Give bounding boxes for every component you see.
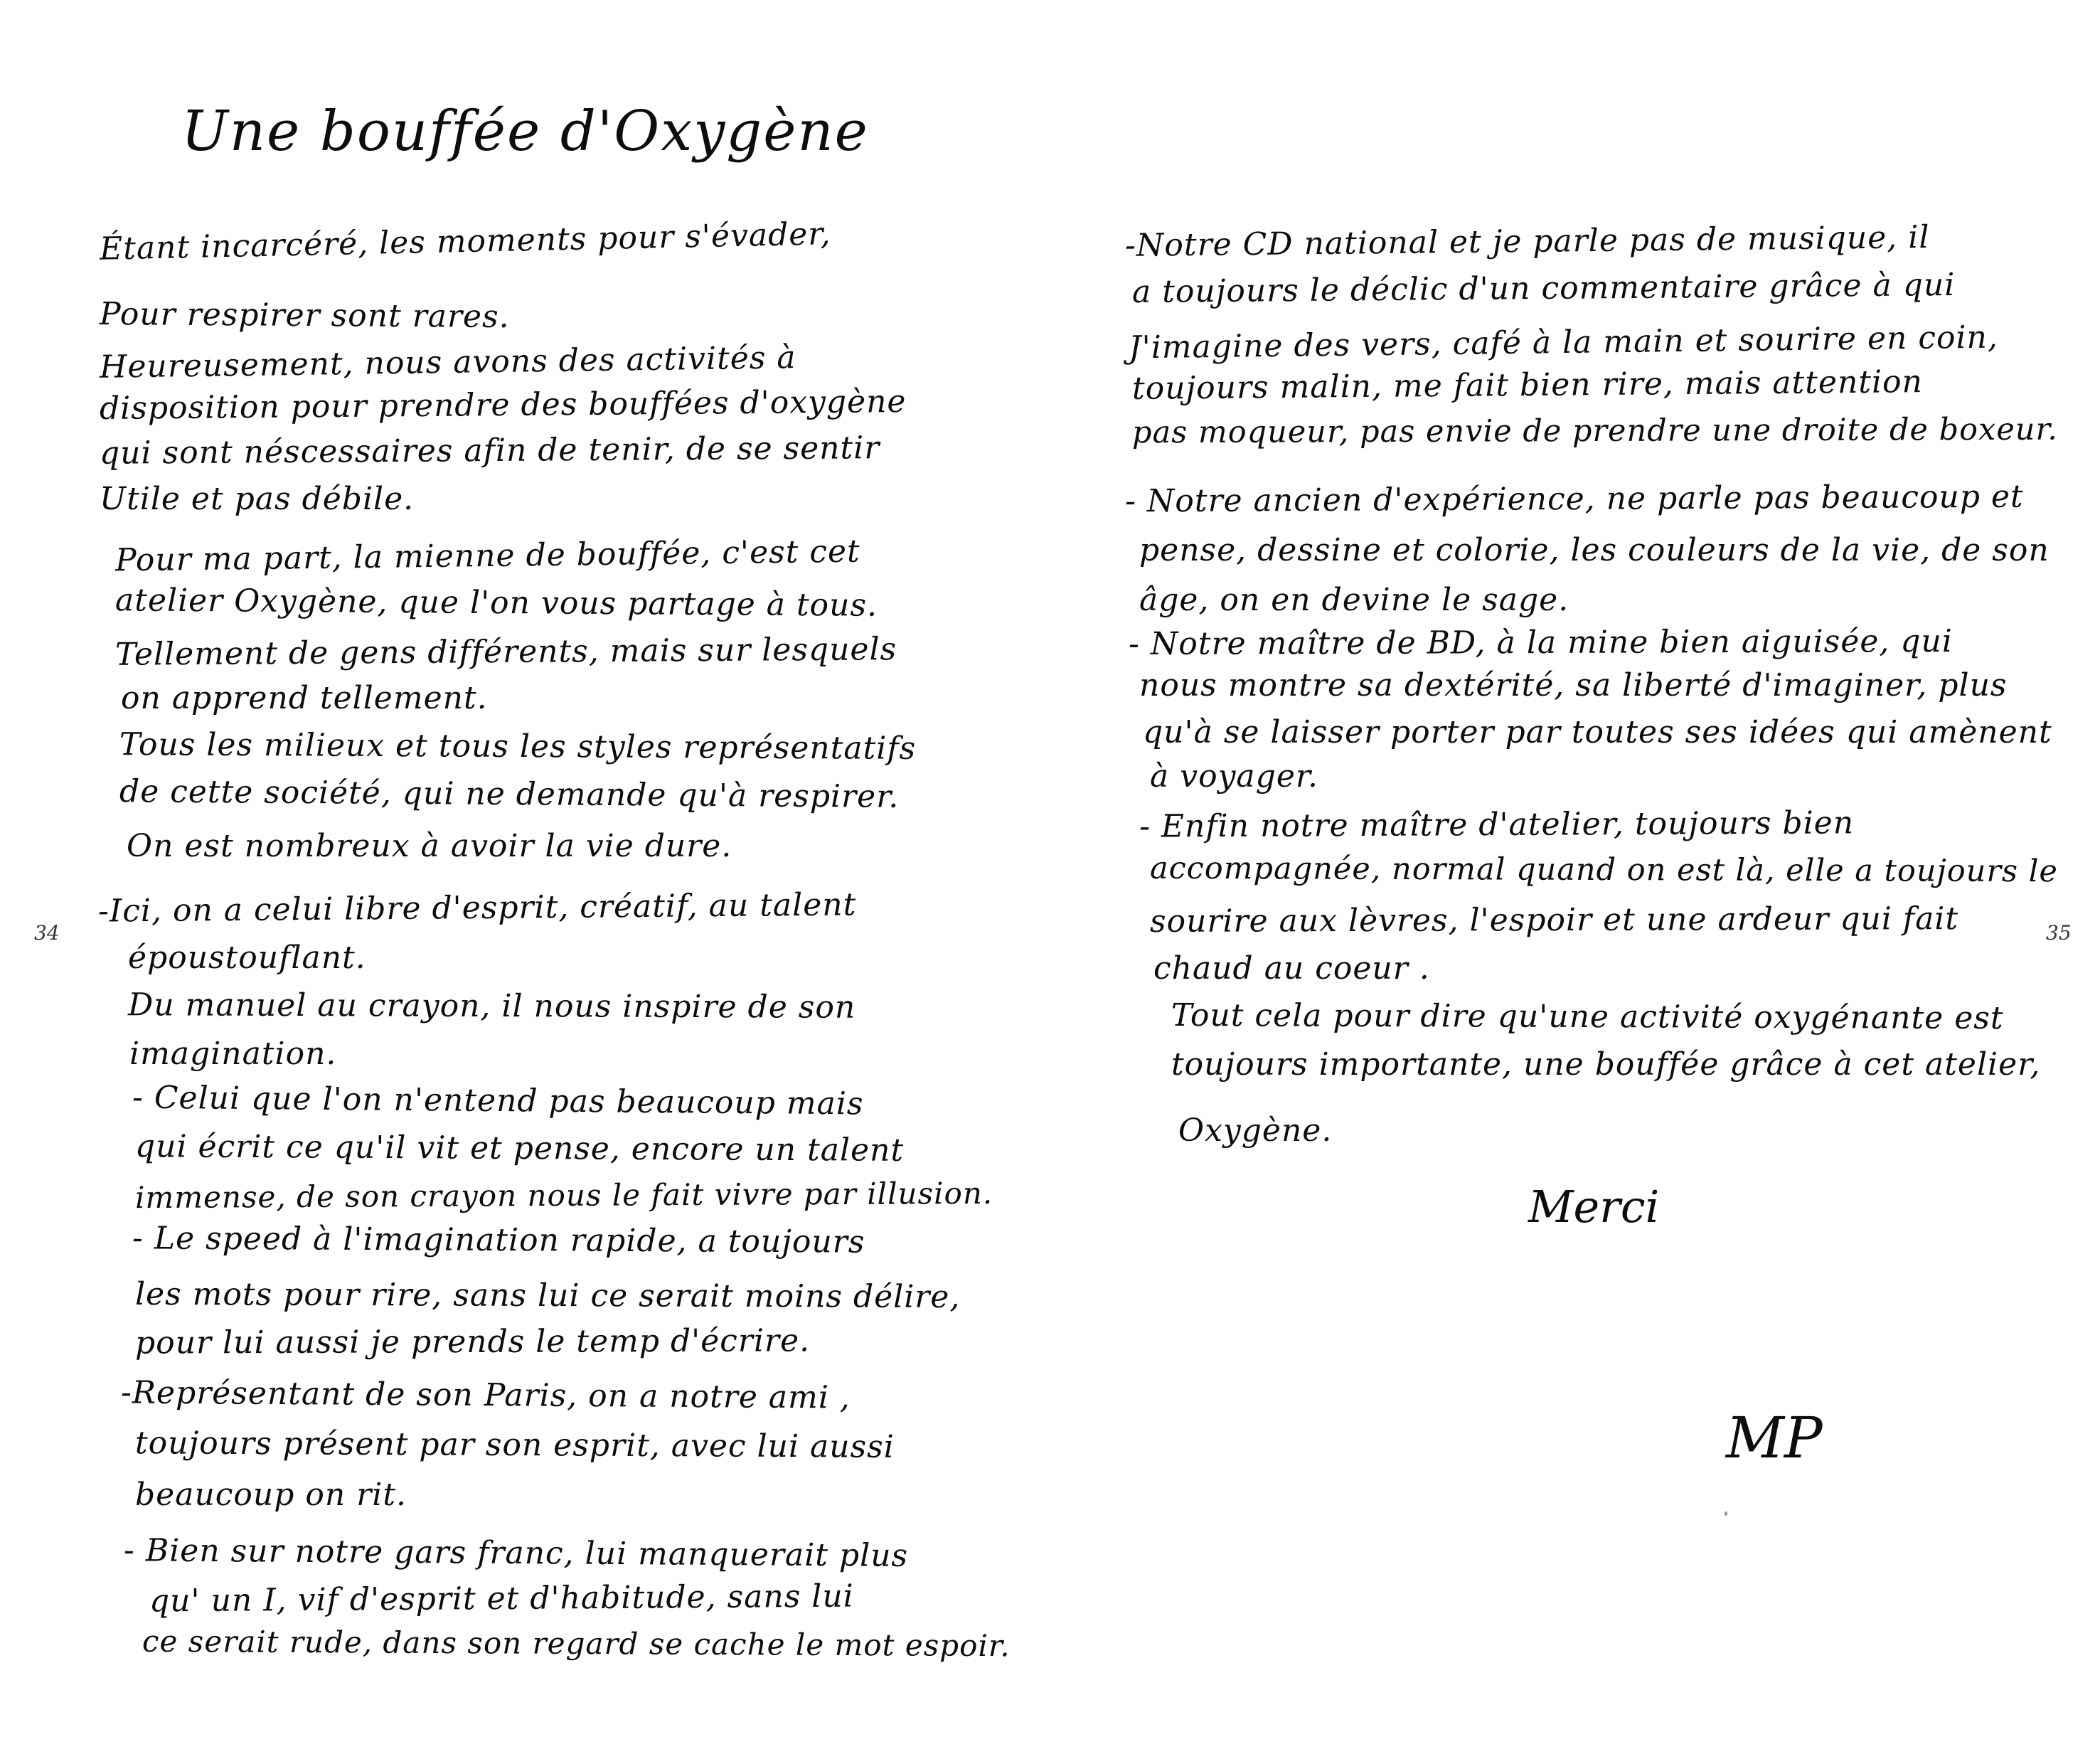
- text-line: qu'à se laisser porter par toutes ses idées qui amènent: [1143, 714, 2052, 750]
- text-line: Oxygène.: [1178, 1112, 1333, 1149]
- text-line: Pour ma part, la mienne de bouffée, c'est cet: [114, 533, 860, 579]
- text-line: - Notre maître de BD, à la mine bien aiguisée, qui: [1128, 622, 1954, 663]
- text-line: atelier Oxygène, que l'on vous partage à tous.: [114, 582, 878, 624]
- text-line: accompagnée, normal quand on est là, elle a toujours le: [1149, 850, 2058, 890]
- text-line: à voyager.: [1150, 758, 1319, 795]
- text-line: Tellement de gens différents, mais sur lesquels: [114, 631, 897, 673]
- text-line: on apprend tellement.: [121, 680, 488, 716]
- text-line: - Celui que l'on n'entend pas beaucoup mais: [132, 1079, 864, 1122]
- right-page: [1050, 0, 2100, 1764]
- text-line: J'imagine des vers, café à la main et sourire en coin,: [1128, 319, 1999, 366]
- text-line: beaucoup on rit.: [135, 1477, 407, 1513]
- text-line: époustouflant.: [128, 940, 366, 976]
- page-title: Une bouffée d'Oxygène: [181, 100, 869, 164]
- text-line: - Enfin notre maître d'atelier, toujours bien: [1139, 804, 1855, 845]
- text-line: On est nombreux à avoir la vie dure.: [127, 828, 732, 864]
- text-line: les mots pour rire, sans lui ce serait moins délire,: [134, 1275, 961, 1316]
- text-line: - Le speed à l'imagination rapide, a toujours: [132, 1220, 865, 1260]
- text-line: ce serait rude, dans son regard se cache le mot espoir.: [142, 1623, 1011, 1664]
- text-line: -Ici, on a celui libre d'esprit, créatif, au talent: [97, 886, 857, 930]
- text-line: sourire aux lèvres, l'espoir et une ardeur qui fait: [1149, 900, 1959, 940]
- closing-thanks: Merci: [1528, 1181, 1660, 1233]
- text-line: qui écrit ce qu'il vit et pense, encore un talent: [134, 1128, 905, 1169]
- text-line: disposition pour prendre des bouffées d'oxygène: [99, 383, 907, 427]
- text-line: - Bien sur notre gars franc, lui manquerait plus: [123, 1532, 909, 1574]
- text-line: âge, on en devine le sage.: [1139, 582, 1569, 618]
- text-line: qu' un I, vif d'esprit et d'habitude, sans lui: [149, 1578, 854, 1620]
- text-line: Étant incarcéré, les moments pour s'évader,: [99, 216, 831, 267]
- text-line: pour lui aussi je prends le temp d'écrire.: [134, 1322, 811, 1361]
- text-line: de cette société, qui ne demande qu'à respirer.: [119, 773, 900, 815]
- text-line: -Représentant de son Paris, on a notre ami ,: [120, 1374, 851, 1416]
- text-line: Pour respirer sont rares.: [99, 295, 510, 336]
- text-line: nous montre sa dextérité, sa liberté d'imaginer, plus: [1139, 667, 2008, 703]
- text-line: imagination.: [129, 1036, 337, 1072]
- page-number-left: 34: [34, 921, 60, 945]
- text-line: toujours présent par son esprit, avec lui aussi: [134, 1425, 895, 1465]
- text-line: -Notre CD national et je parle pas de musique, il: [1124, 219, 1930, 264]
- page-number-right: 35: [2046, 921, 2072, 945]
- text-line: Tous les milieux et tous les styles représentatifs: [119, 726, 917, 767]
- signature-initials: MP: [1726, 1405, 1823, 1471]
- text-line: a toujours le déclic d'un commentaire grâce à qui: [1131, 266, 1956, 311]
- text-line: pas moqueur, pas envie de prendre une droite de boxeur.: [1131, 411, 2059, 451]
- text-line: qui sont néscessaires afin de tenir, de se sentir: [99, 430, 880, 472]
- text-line: Utile et pas débile.: [100, 481, 415, 517]
- text-line: toujours malin, me fait bien rire, mais attention: [1131, 363, 1924, 407]
- text-line: chaud au coeur .: [1153, 950, 1430, 987]
- text-line: Du manuel au crayon, il nous inspire de son: [127, 987, 856, 1026]
- text-line: pense, dessine et colorie, les couleurs de la vie, de son: [1139, 532, 2050, 568]
- text-line: - Notre ancien d'expérience, ne parle pas beaucoup et: [1124, 478, 2024, 520]
- text-line: immense, de son crayon nous le fait vivre par illusion.: [134, 1175, 993, 1216]
- text-line: toujours importante, une bouffée grâce à cet atelier,: [1171, 1046, 2041, 1083]
- text-line: Tout cela pour dire qu'une activité oxygénante est: [1171, 997, 2004, 1037]
- text-line: Heureusement, nous avons des activités à: [99, 339, 796, 386]
- paper-speck: [1725, 1511, 1727, 1516]
